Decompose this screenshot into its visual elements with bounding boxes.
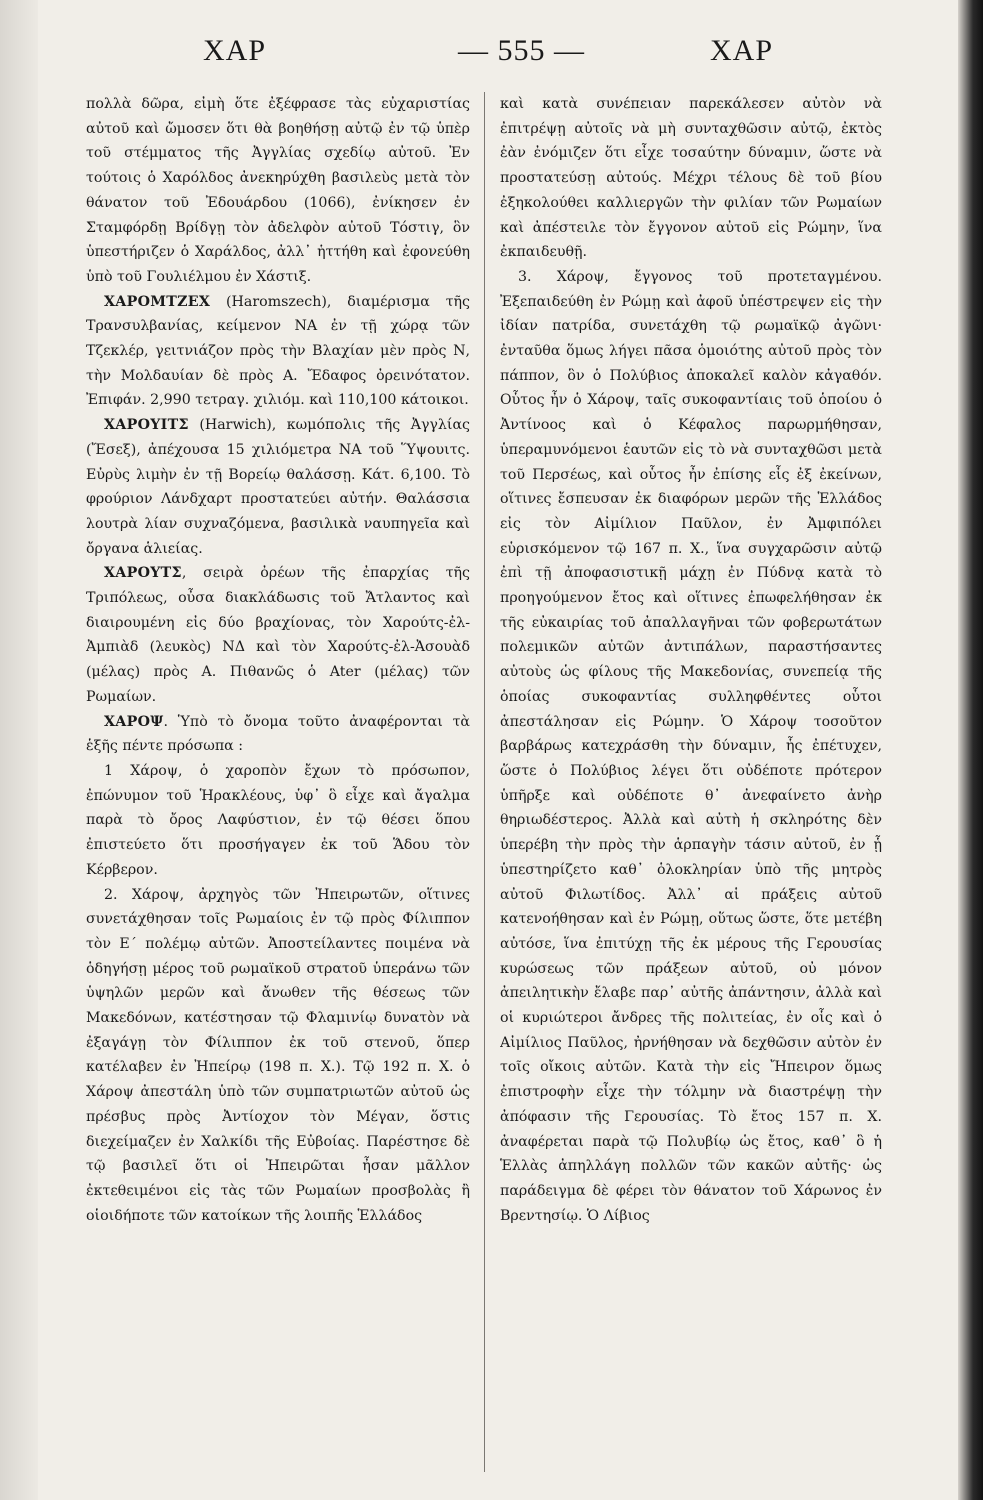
page-number: — 555 —: [458, 34, 585, 67]
right-text-column: [500, 92, 882, 1472]
running-header: [38, 34, 958, 74]
entry-subsection: 2. Χάροψ, ἀρχηγὸς τῶν Ἠπειρωτῶν, οἵτινες συνετάχθησαν τοῖς Ρωμαίοις ἐν τῷ πρὸς Φίλιππον τὸν Ε΄ πολέμῳ αὐτῶν. Ἀποστείλαντες ποιμένα νὰ ὁδηγήσῃ μέρος τοῦ ρωμαϊκοῦ στρατοῦ ὑπεράνω τῶν ὑψηλῶν μερῶν καὶ ἄνωθεν τῆς θέσεως τῶν Μακεδόνων, κατέστησαν τῷ Φλαμινίῳ δυνατὸν νὰ ἐξαγάγῃ τὸν Φίλιππον ἐκ τοῦ στενοῦ, ὅπερ κατέλαβεν ἐν Ἠπείρῳ (198 π. Χ.). Τῷ 192 π. Χ. ὁ Χάροψ ἀπεστάλη ὑπὸ τῶν συμπατριωτῶν αὐτοῦ ὡς πρέσβυς πρὸς Ἀντίοχον τὸν Μέγαν, ὅστις διεχείμαζεν ἐν Χαλκίδι τῆς Εὐβοίας. Παρέστησε δὲ τῷ βασιλεῖ ὅτι οἱ Ἠπειρῶται ἦσαν μᾶλλον ἐκτεθειμένοι εἰς τὰς τῶν Ρωμαίων προσβολὰς ἢ οἱοιδήποτε τῶν κατοίκων τῆς λοιπῆς Ἑλλάδος: [86, 886, 470, 1224]
entry-headword: ΧΑΡΟΜΤΖΕΧ: [104, 293, 211, 310]
entry-charops: ΧΑΡΟΨ. Ὑπὸ τὸ ὄνομα τοῦτο ἀναφέρονται τὰ ἑξῆς πέντε πρόσωπα :: [86, 713, 470, 755]
entry-charouits: ΧΑΡΟΥΙΤΣ (Harwich), κωμόπολις τῆς Ἀγγλίας (Ἔσεξ), ἀπέχουσα 15 χιλιόμετρα ΝΑ τοῦ Ὕψουιτς. Εὐρὺς λιμὴν ἐν τῇ Βορείῳ θαλάσσῃ. Κάτ. 6,100. Τὸ φρούριον Λάνδχαρτ προστατεύει αὐτήν. Θαλάσσια λουτρὰ λίαν συχναζόμενα, βασιλικὰ ναυπηγεῖα καὶ ὄργανα ἁλιείας.: [86, 417, 470, 557]
entry-subsection: 3. Χάροψ, ἔγγονος τοῦ προτεταγμένου. Ἐξεπαιδεύθη ἐν Ρώμῃ καὶ ἀφοῦ ὑπέστρεψεν εἰς τὴν ἰδίαν πατρίδα, συνετάχθη τῷ ρωμαϊκῷ ἀγῶνι· ἐνταῦθα ὅμως λήγει πᾶσα ὁμοιότης αὐτοῦ πρὸς τὸν πάππον, ὃν ὁ Πολύβιος ἀποκαλεῖ καλὸν κἀγαθόν. Οὗτος ἦν ὁ Χάροψ, ταῖς συκοφαντίαις τοῦ ὁποίου ὁ Ἀντίνοος καὶ ὁ Κέφαλος παρωρμήθησαν, ὑπεραμυνόμενοι ἑαυτῶν εἰς τὸ νὰ συνταχθῶσι μετὰ τοῦ Περσέως, καὶ οὗτος ἦν ἐπίσης εἷς ἐξ ἐκείνων, οἵτινες ἔσπευσαν ἐκ διαφόρων μερῶν τῆς Ἑλλάδος εἰς τὸν Αἰμίλιον Παῦλον, ἐν Ἀμφιπόλει εὑρισκόμενον τῷ 167 π. Χ., ἵνα συγχαρῶσιν αὐτῷ ἐπὶ τῇ ἀποφασιστικῇ μάχῃ ἐν Πύδνᾳ κατὰ τὸ προηγούμενον ἔτος καὶ οἵτινες ἐπωφελήθησαν ἐκ τῆς εὐκαιρίας τοῦ ἀπαλλαγῆναι τῶν φοβερωτάτων πολεμικῶν αὐτῶν ἀντιπάλων, παραστήσαντες αὐτοὺς ὡς φίλους τῆς Μακεδονίας, συνεπείᾳ τῆς ὁποίας συκοφαντίας συλληφθέντες οὗτοι ἀπεστάλησαν εἰς Ρώμην. Ὁ Χάροψ τοσοῦτον βαρβάρως κατεχράσθη τὴν δύναμιν, ἧς ἐπέτυχεν, ὥστε ὁ Πολύβιος λέγει ὅτι οὐδέποτε πρότερον ὑπῆρξε καὶ οὐδέποτε θ᾽ ἀνεφαίνετο ἀνὴρ θηριωδέστερος. Ἀλλὰ καὶ αὐτὴ ἡ σκληρότης δὲν ὑπερέβη τὴν πρὸς τὴν ἁρπαγὴν τάσιν αὐτοῦ, ἐν ᾗ ὑπεστηρίζετο καθ᾽ ὁλοκληρίαν ὑπὸ τῆς μητρὸς αὐτοῦ Φιλωτίδος. Ἀλλ᾽ αἱ πράξεις αὐτοῦ κατενοήθησαν καὶ ἐν Ρώμῃ, οὕτως ὥστε, ὅτε μετέβη αὐτόσε, ἵνα ἐπιτύχῃ τῆς ἐκ μέρους τῆς Γερουσίας κυρώσεως τῶν πράξεων αὐτοῦ, οὐ μόνον ἀπειλητικὴν ἔλαβε παρ᾽ αὐτῆς ἀπάντησιν, ἀλλὰ καὶ οἱ κυριώτεροι ἄνδρες τῆς πολιτείας, ἐν οἷς καὶ ὁ Αἰμίλιος Παῦλος, ἠρνήθησαν νὰ δεχθῶσιν αὐτὸν ἐν τοῖς οἴκοις αὐτῶν. Κατὰ τὴν εἰς Ἤπειρον ὅμως ἐπιστροφὴν εἶχε τὴν τόλμην νὰ διαστρέψῃ τὴν ἀπόφασιν τῆς Γερουσίας. Τὸ ἔτος 157 π. Χ. ἀναφέρεται παρὰ τῷ Πολυβίῳ ὡς ἔτος, καθ᾽ ὃ ἡ Ἑλλὰς ἀπηλλάγη πολλῶν τῶν κακῶν αὐτῆς· ὡς παράδειγμα δὲ φέρει τὸν θάνατον τοῦ Χάρωνος ἐν Βρεντησίῳ. Ὁ Λίβιος: [500, 268, 882, 1224]
left-text-column: [86, 92, 470, 1472]
column-divider: [484, 92, 485, 1472]
header-left-word: ΧΑΡ: [203, 34, 267, 67]
entry-charouts: ΧΑΡΟΥΤΣ, σειρὰ ὀρέων τῆς ἐπαρχίας τῆς Τριπόλεως, οὖσα διακλάδωσις τοῦ Ἄτλαντος καὶ διαιρουμένη εἰς δύο βραχίονας, τὸν Χαρούτς-ἐλ-Ἀμπιὰδ (λευκὸς) ΝΔ καὶ τὸν Χαρούτς-ἐλ-Ἀσουὰδ (μέλας) πρὸς Α. Πιθανῶς ὁ Ater (μέλας) τῶν Ρωμαίων.: [86, 565, 470, 705]
entry-paragraph: πολλὰ δῶρα, εἰμὴ ὅτε ἐξέφρασε τὰς εὐχαριστίας αὐτοῦ καὶ ὤμοσεν ὅτι θὰ βοηθήσῃ αὐτῷ ἐν τῷ ὑπὲρ τοῦ στέμματος τῆς Ἀγγλίας σχεδίῳ αὐτοῦ. Ἐν τούτοις ὁ Χαρόλδος ἀνεκηρύχθη βασιλεὺς μετὰ τὸν θάνατον τοῦ Ἐδουάρδου (1066), ἐνίκησεν ἐν Σταμφόρδῃ Βρίδγῃ τὸν ἀδελφὸν αὐτοῦ Τόστιγ, ὃν ὑπεστήριζεν ὁ Χαράλδος, ἀλλ᾽ ἡττήθη καὶ ἐφονεύθη ὑπὸ τοῦ Γουλιέλμου ἐν Χάστιξ.: [86, 96, 470, 285]
entry-headword: ΧΑΡΟΥΙΤΣ: [104, 417, 189, 434]
page-left-edge: [0, 0, 38, 1500]
book-binding-edge: [958, 0, 983, 1500]
header-right-word: ΧΑΡ: [710, 34, 774, 67]
entry-headword: ΧΑΡΟΨ: [104, 713, 164, 730]
entry-subsection: 1 Χάροψ, ὁ χαροπὸν ἔχων τὸ πρόσωπον, ἐπώνυμον τοῦ Ἡρακλέους, ὑφ᾽ ὃ εἶχε καὶ ἄγαλμα παρὰ τὸ ὄρος Λαφύστιον, ἐν τῷ θέσει ὅπου ἐπιστεύετο ὅτι προσήγαγεν ἐκ τοῦ Ἅδου τὸν Κέρβερον.: [86, 762, 470, 878]
entry-charomtzech: ΧΑΡΟΜΤΖΕΧ (Haromszech), διαμέρισμα τῆς Τρανσυλβανίας, κείμενον ΝΑ ἐν τῇ χώρᾳ τῶν Τζεκλέρ, γειτνιάζον πρὸς τὴν Βλαχίαν μὲν πρὸς Ν, τὴν Μολδαυίαν δὲ πρὸς Α. Ἔδαφος ὀρεινότατον. Ἐπιφάν. 2,990 τετραγ. χιλιόμ. καὶ 110,100 κάτοικοι.: [86, 293, 470, 409]
entry-paragraph: καὶ κατὰ συνέπειαν παρεκάλεσεν αὐτὸν νὰ ἐπιτρέψῃ αὐτοῖς νὰ μὴ συνταχθῶσιν αὐτῷ, ἐκτὸς ἐὰν ἐνόμιζεν ὅτι εἶχε τοσαύτην δύναμιν, ὥστε νὰ προστατεύσῃ αὐτούς. Μέχρι τέλους δὲ τοῦ βίου ἐξηκολούθει καλλιεργῶν τὴν φιλίαν τῶν Ρωμαίων καὶ ἀπέστειλε τὸν ἔγγονον αὐτοῦ εἰς Ρώμην, ἵνα ἐκπαιδευθῇ.: [500, 96, 882, 261]
entry-headword: ΧΑΡΟΥΤΣ: [104, 565, 182, 582]
